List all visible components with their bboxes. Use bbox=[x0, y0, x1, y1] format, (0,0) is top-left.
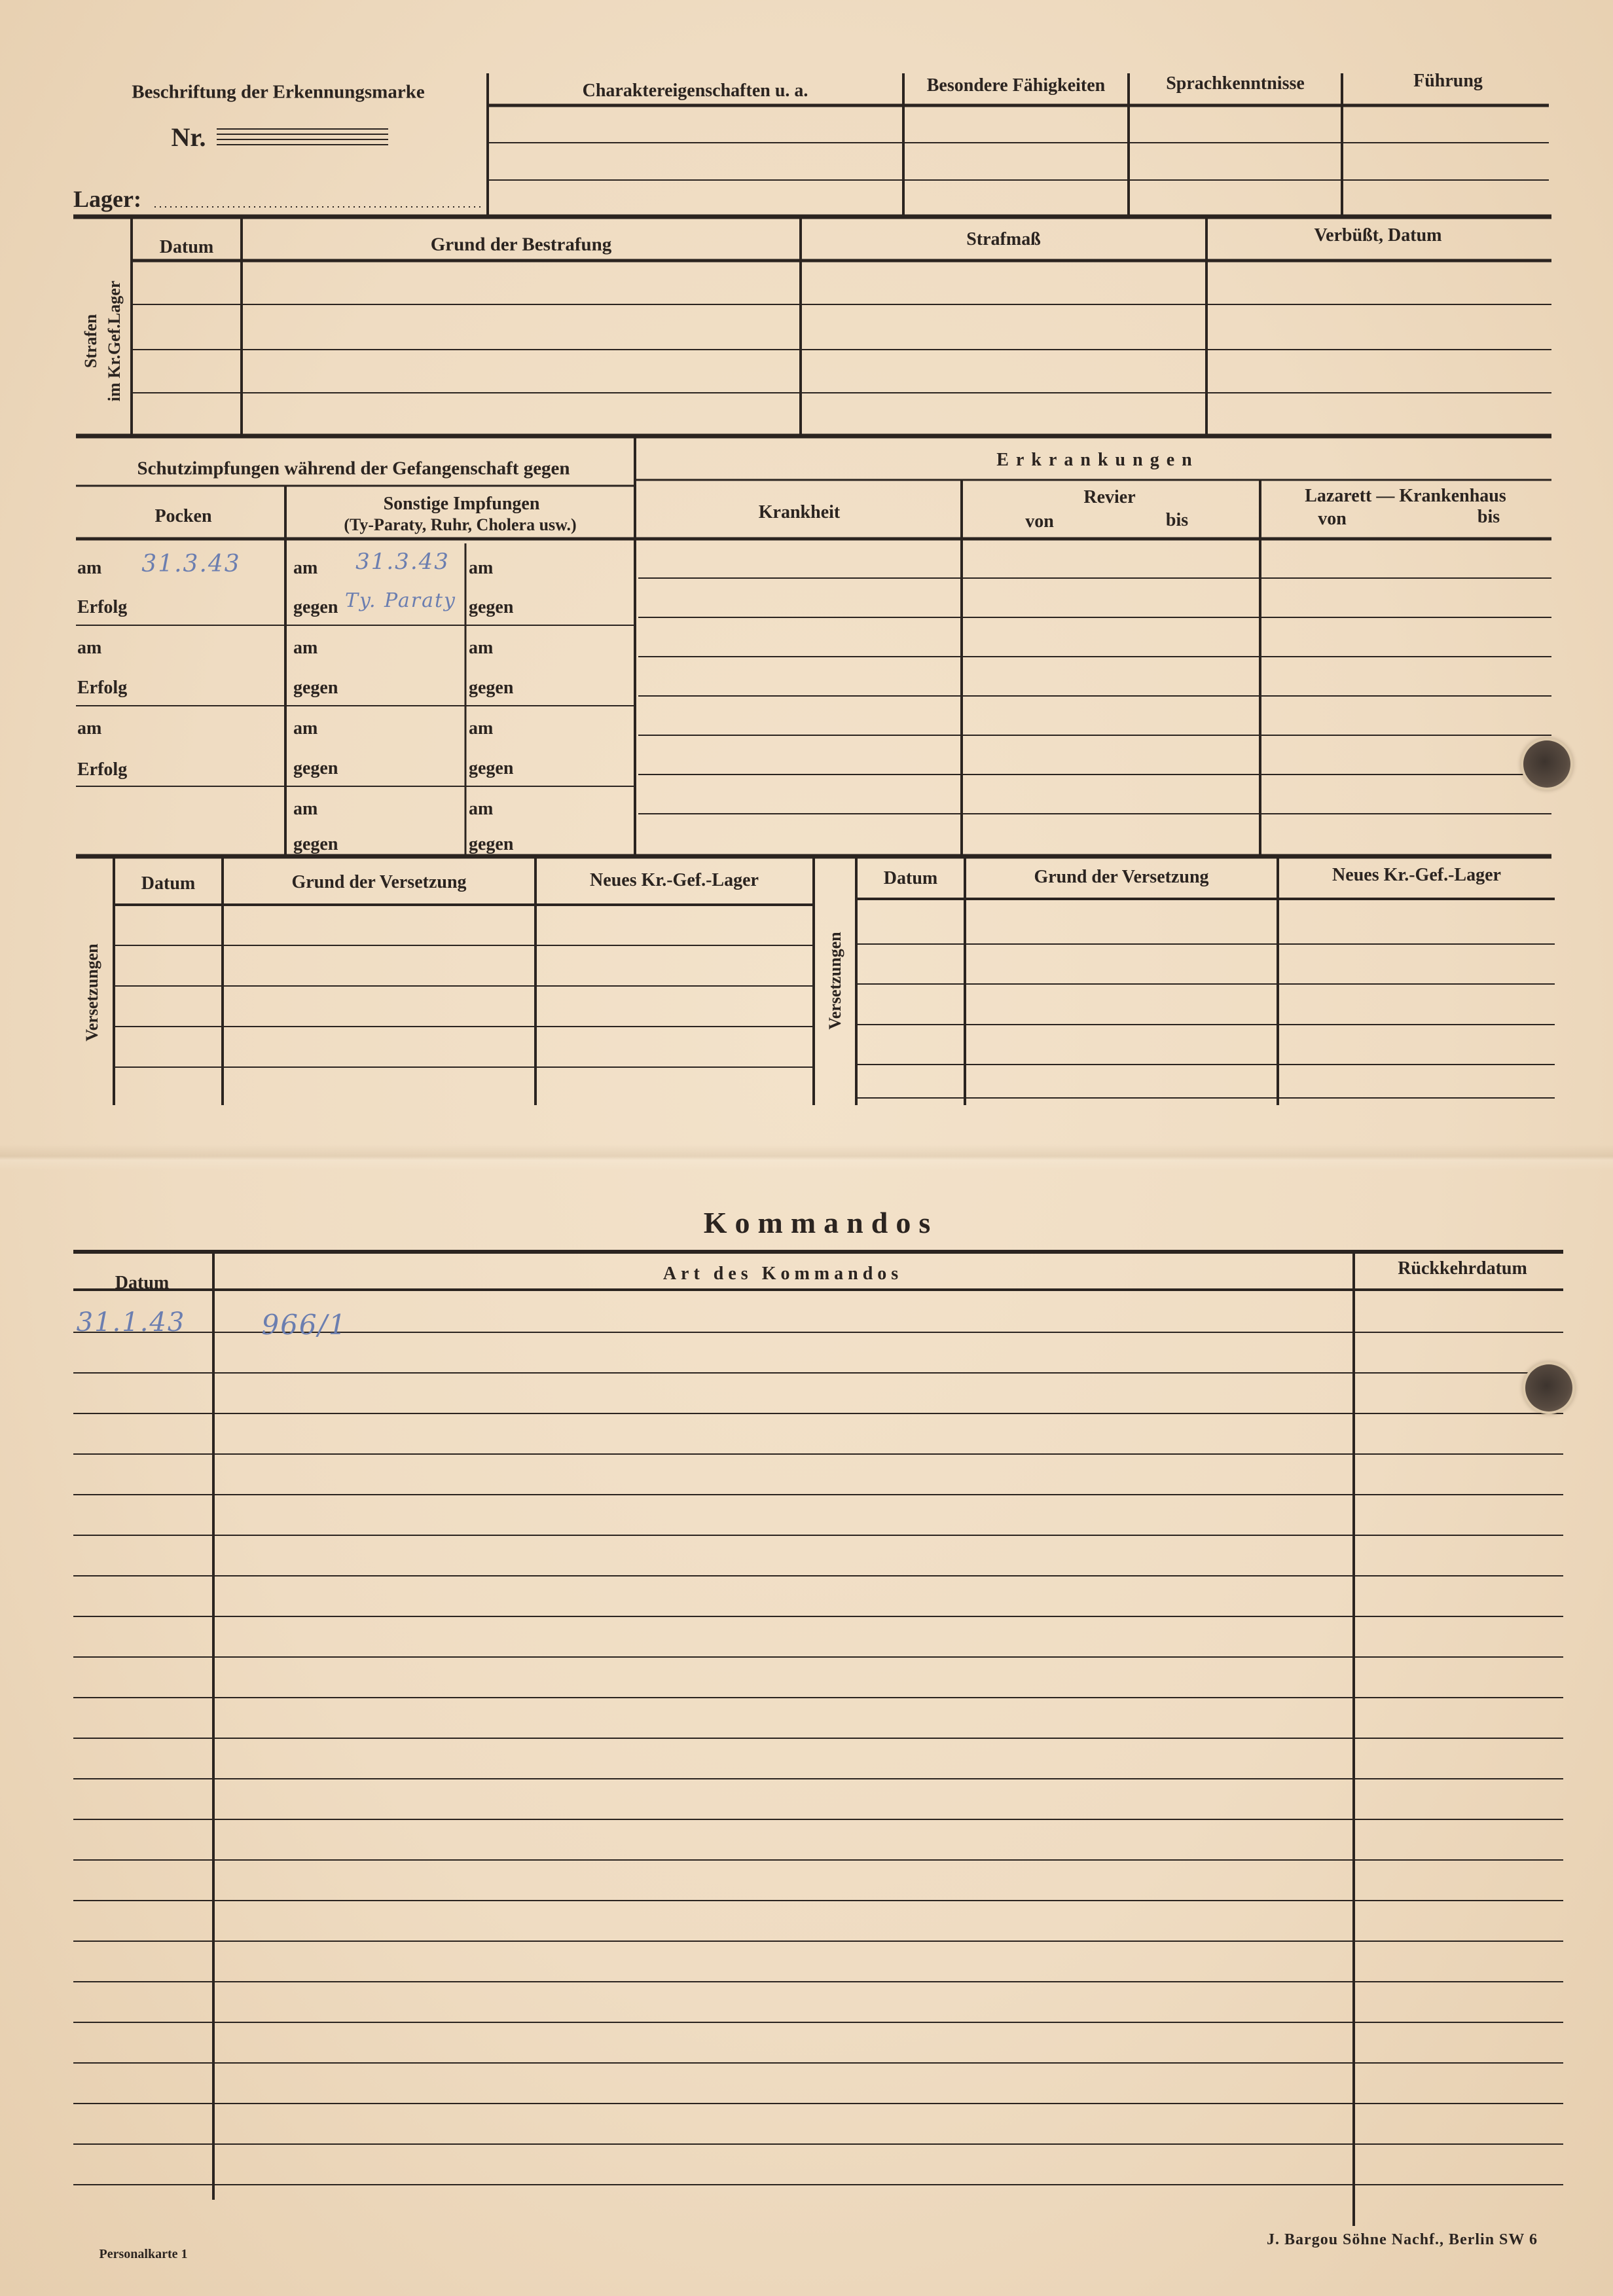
kommandos-header-return-date: Rückkehrdatum bbox=[1398, 1258, 1527, 1279]
hospital-to-label: bis bbox=[1477, 507, 1500, 527]
punishments-header-reason: Grund der Bestrafung bbox=[430, 234, 612, 255]
punishments-header-sentence: Strafmaß bbox=[966, 229, 1041, 249]
other-against-label: gegen bbox=[469, 597, 514, 617]
nr-label: Nr. bbox=[171, 122, 206, 152]
transfers-header-date: Datum bbox=[883, 868, 938, 888]
form-name: Personalkarte 1 bbox=[99, 2247, 188, 2261]
smallpox-result-label: Erfolg bbox=[77, 759, 128, 780]
punishments-side-label: im Kr.Gef.Lager bbox=[105, 280, 124, 402]
fold-crease bbox=[0, 1144, 1613, 1171]
other-date-handwritten: 31.3.43 bbox=[355, 549, 450, 575]
other-on-label: am bbox=[469, 718, 494, 738]
illness-header-hospital: Lazarett — Krankenhaus bbox=[1305, 486, 1506, 506]
other-vaccinations-header: Sonstige Impfungen bbox=[383, 494, 540, 514]
other-on-label: am bbox=[293, 718, 318, 738]
kommandos-title: Kommandos bbox=[703, 1206, 939, 1239]
smallpox-header: Pocken bbox=[154, 506, 212, 526]
other-against-label: gegen bbox=[293, 678, 338, 698]
other-on-label: am bbox=[293, 799, 318, 819]
lager-label: Lager: bbox=[73, 186, 141, 212]
illnesses-title: Erkrankungen bbox=[996, 450, 1199, 470]
vaccinations-title: Schutzimpfungen während der Gefangenschaft gegen bbox=[137, 458, 570, 479]
smallpox-on-label: am bbox=[77, 638, 102, 658]
other-vaccinations-subheader: (Ty-Paraty, Ruhr, Cholera usw.) bbox=[344, 515, 577, 534]
identity-tag-title: Beschriftung der Erkennungsmarke bbox=[132, 81, 425, 103]
transfers-header-new-camp: Neues Kr.-Gef.-Lager bbox=[590, 870, 759, 890]
kommandos-header-kind: Art des Kommandos bbox=[662, 1264, 903, 1284]
transfers-side-label: Versetzungen bbox=[825, 932, 844, 1030]
transfers-header-reason: Grund der Versetzung bbox=[291, 872, 467, 892]
smallpox-result-label: Erfolg bbox=[77, 597, 128, 617]
printer-imprint: J. Bargou Söhne Nachf., Berlin SW 6 bbox=[1267, 2231, 1538, 2248]
traits-header-skills: Besondere Fähigkeiten bbox=[926, 75, 1106, 96]
other-against-label: gegen bbox=[469, 678, 514, 698]
illness-header-infirmary: Revier bbox=[1083, 487, 1136, 507]
transfers-header-date: Datum bbox=[141, 873, 196, 894]
other-against-label: gegen bbox=[469, 834, 514, 854]
punishments-header-date: Datum bbox=[159, 237, 214, 257]
other-against-label: gegen bbox=[469, 758, 514, 778]
transfers-side-label: Versetzungen bbox=[82, 943, 101, 1042]
punch-hole bbox=[1525, 1364, 1572, 1412]
smallpox-date-handwritten: 31.3.43 bbox=[141, 551, 241, 577]
smallpox-on-label: am bbox=[77, 558, 102, 578]
punch-hole bbox=[1523, 740, 1570, 788]
other-against-label: gegen bbox=[293, 758, 338, 778]
transfers-header-new-camp: Neues Kr.-Gef.-Lager bbox=[1332, 865, 1501, 885]
other-on-label: am bbox=[469, 799, 494, 819]
punishments-side-label: Strafen bbox=[81, 314, 100, 369]
other-against-handwritten: Ty. Paraty bbox=[345, 589, 456, 612]
kommandos-header-date: Datum bbox=[115, 1273, 170, 1293]
punishments-header-served: Verbüßt, Datum bbox=[1314, 225, 1442, 246]
other-on-label: am bbox=[293, 558, 318, 578]
kommando-date-handwritten: 31.1.43 bbox=[76, 1307, 186, 1338]
smallpox-on-label: am bbox=[77, 718, 102, 738]
other-against-label: gegen bbox=[293, 597, 338, 617]
traits-header-character: Charaktereigenschaften u. a. bbox=[582, 81, 808, 101]
transfers-header-reason: Grund der Versetzung bbox=[1034, 867, 1209, 887]
illness-header-disease: Krankheit bbox=[758, 502, 841, 522]
traits-header-conduct: Führung bbox=[1413, 71, 1483, 91]
kommando-kind-handwritten: 966/1 bbox=[261, 1309, 348, 1341]
traits-header-languages: Sprachkenntnisse bbox=[1166, 73, 1305, 94]
hospital-from-label: von bbox=[1318, 509, 1347, 529]
other-against-label: gegen bbox=[293, 834, 338, 854]
infirmary-from-label: von bbox=[1025, 511, 1054, 532]
other-on-label: am bbox=[293, 638, 318, 658]
other-on-label: am bbox=[469, 638, 494, 658]
smallpox-result-label: Erfolg bbox=[77, 678, 128, 698]
other-on-label: am bbox=[469, 558, 494, 578]
infirmary-to-label: bis bbox=[1165, 510, 1189, 530]
